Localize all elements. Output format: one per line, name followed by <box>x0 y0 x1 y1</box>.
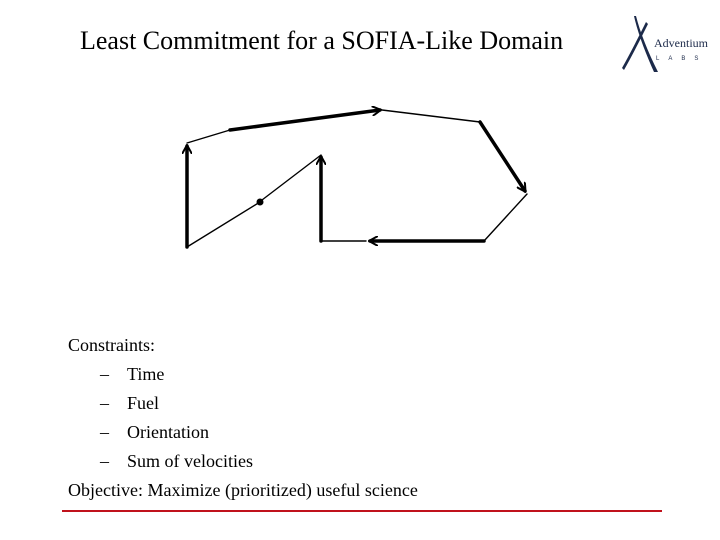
bullet-dash: – <box>100 422 109 442</box>
bullet-dash: – <box>100 393 109 413</box>
constraint-item <box>68 360 628 389</box>
constraint-item <box>68 389 628 418</box>
arrow-top-right <box>230 110 380 130</box>
constraint-text: Sum of velocities <box>127 451 253 471</box>
constraint-text: Fuel <box>127 393 160 413</box>
bullet-dash: – <box>100 364 109 384</box>
segment-right-to-bottom <box>484 194 527 241</box>
constraint-text: Orientation <box>127 422 209 442</box>
constraint-item <box>68 447 628 476</box>
start-point-dot <box>257 199 264 206</box>
constraint-text: Time <box>127 364 165 384</box>
slide-body <box>68 331 628 505</box>
logo-name: Adventium <box>654 36 708 50</box>
constraint-item <box>68 418 628 447</box>
slide-title: Least Commitment for a SOFIA-Like Domain <box>80 26 564 55</box>
logo-subtext: LABS <box>656 56 708 62</box>
constraints-heading: Constraints: <box>68 335 156 355</box>
diagram-segments <box>187 110 527 247</box>
arrow-diagonal-down <box>480 122 525 191</box>
segment-start-to-left-bottom <box>187 202 260 247</box>
segment-middle-to-start <box>262 155 321 200</box>
bullet-dash: – <box>100 451 109 471</box>
segment-top-right-to-corner <box>382 110 480 122</box>
segment-left-top-to-corner <box>187 130 230 143</box>
footer-rule <box>62 510 662 512</box>
objective-line: Objective: Maximize (prioritized) useful science <box>68 480 418 500</box>
